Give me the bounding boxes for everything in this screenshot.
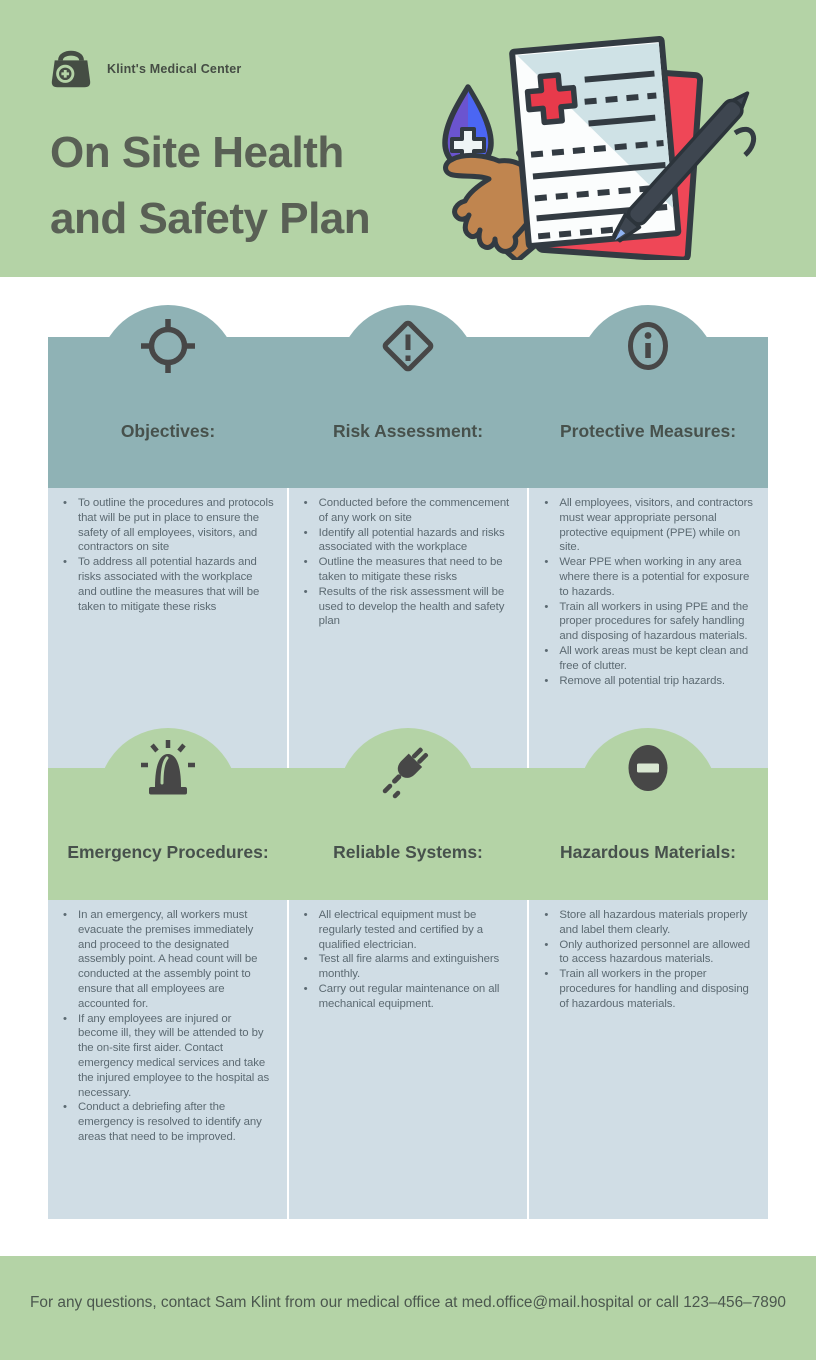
bullet-item: • In an emergency, all workers must evacuate the premises immediately and proceed to the designated assembly point. A head count will be conducted at the assembly point to ensure that all employees are accounted for. xyxy=(61,908,274,1012)
section-body-risk-assessment xyxy=(289,488,528,768)
bullet-item: • To address all potential hazards and risks associated with the workplace and outline the measures that will be taken to mitigate these risks xyxy=(61,555,274,614)
brand xyxy=(48,46,241,92)
bullet-item: • Carry out regular maintenance on all mechanical equipment. xyxy=(302,982,515,1012)
bullet-item: • All work areas must be kept clean and free of clutter. xyxy=(542,644,755,674)
target-icon xyxy=(136,314,200,378)
first-aid-bag-icon xyxy=(48,46,94,92)
header xyxy=(0,0,816,277)
bullet-item: • All electrical equipment must be regularly tested and certified by a qualified electrician. xyxy=(302,908,515,952)
page-title-line1: On Site Health xyxy=(50,128,344,177)
section-body-objectives xyxy=(48,488,287,768)
brand-name: Klint's Medical Center xyxy=(107,62,242,76)
bullet-item: • Train all workers in using PPE and the proper procedures for safely handling and disposing of hazardous materials. xyxy=(542,600,755,644)
page-title-line2: and Safety Plan xyxy=(50,194,371,243)
heading-risk-assessment: Risk Assessment: xyxy=(332,421,484,441)
section-body-protective-measures xyxy=(529,488,768,768)
diamond-alert-icon xyxy=(376,314,440,378)
bullet-item: • Only authorized personnel are allowed to access hazardous materials. xyxy=(542,938,755,968)
info-icon xyxy=(616,314,680,378)
bullet-item: • All employees, visitors, and contractors must wear appropriate personal protective equipment (PPE) while on site. xyxy=(542,496,755,555)
row2-body xyxy=(48,900,768,1219)
heading-hazardous-materials: Hazardous Materials: xyxy=(559,842,737,862)
bullet-item: • Store all hazardous materials properly and label them clearly. xyxy=(542,908,755,938)
page-title xyxy=(50,120,370,252)
heading-reliable-systems: Reliable Systems: xyxy=(333,842,483,862)
heading-objectives: Objectives: xyxy=(120,421,216,441)
siren-icon xyxy=(136,737,200,801)
medical-document xyxy=(512,39,678,246)
footer xyxy=(0,1256,816,1360)
bullet-item: • Results of the risk assessment will be used to develop the health and safety plan xyxy=(302,585,515,629)
row2-headings xyxy=(48,842,768,863)
section-body-reliable-systems xyxy=(289,900,528,1219)
bullet-item: • To outline the procedures and protocols that will be put in place to ensure the safety of all employees, visitors, and contractors on site xyxy=(61,496,274,555)
health-plan-illustration xyxy=(435,25,765,260)
section-body-emergency-procedures xyxy=(48,900,287,1219)
section-body-hazardous-materials xyxy=(529,900,768,1219)
bullet-item: • Identify all potential hazards and risks associated with the workplace xyxy=(302,526,515,556)
plug-icon xyxy=(376,737,440,801)
no-entry-icon xyxy=(616,737,680,801)
bullet-item: • Conducted before the commencement of any work on site xyxy=(302,496,515,526)
bullet-item: • Conduct a debriefing after the emergency is resolved to identify any areas that need to be improved. xyxy=(61,1100,274,1144)
bullet-item: • Remove all potential trip hazards. xyxy=(542,674,755,689)
row1-headings xyxy=(48,421,768,442)
bullet-item: • Test all fire alarms and extinguishers monthly. xyxy=(302,952,515,982)
heading-emergency-procedures: Emergency Procedures: xyxy=(67,842,269,862)
bullet-item: • If any employees are injured or become ill, they will be attended to by the on-site first aider. Contact emergency medical services and take the injured employee to the hospital as necessary. xyxy=(61,1012,274,1101)
footer-contact-text: For any questions, contact Sam Klint from our medical office at med.office@mail.hospital or call 123–456–7890 xyxy=(30,1294,786,1311)
row1-body xyxy=(48,488,768,768)
heading-protective-measures: Protective Measures: xyxy=(559,421,737,441)
bullet-item: • Outline the measures that need to be taken to mitigate these risks xyxy=(302,555,515,585)
pen-clip xyxy=(735,129,754,155)
bullet-item: • Train all workers in the proper procedures for handling and disposing of hazardous materials. xyxy=(542,967,755,1011)
bullet-item: • Wear PPE when working in any area where there is a potential for exposure to hazards. xyxy=(542,555,755,599)
